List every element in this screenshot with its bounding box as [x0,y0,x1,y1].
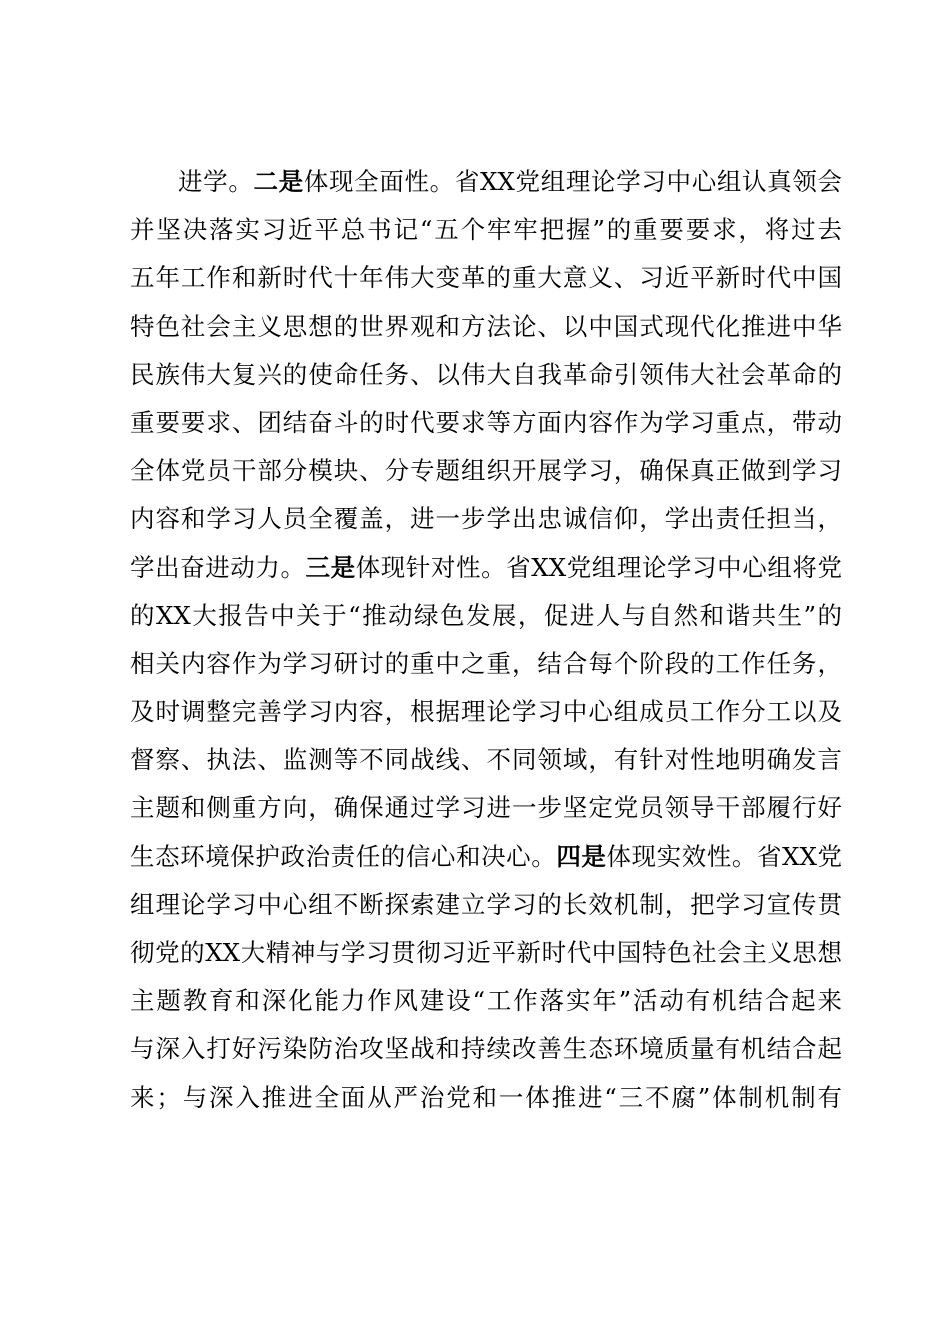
text-line: 民族伟大复兴的使命任务、以伟大自我革命引领伟大社会革命的 [130,359,842,389]
text-line: 的XX大报告中关于“推动绿色发展，促进人与自然和谐共生”的 [130,600,842,630]
text-line: 彻党的XX大精神与学习贯彻习近平新时代中国特色社会主义思想 [130,938,842,967]
text-line: 主题教育和深化能力作风建设“工作落实年”活动有机结合起来 [130,986,842,1016]
text-line: 全体党员干部分模块、分专题组织开展学习，确保真正做到学习 [130,456,842,486]
text-line: 主题和侧重方向，确保通过学习进一步坚定党员领导干部履行好 [130,793,842,823]
text-line: 五年工作和新时代十年伟大变革的重大意义、习近平新时代中国 [130,263,842,293]
bold-marker-two: 二是 [253,167,304,196]
body-paragraph [130,158,842,1122]
text-line: 及时调整完善学习内容，根据理论学习中心组成员工作分工以及 [130,697,842,727]
bold-marker-four: 四是 [556,841,607,871]
text-line: 相关内容作为学习研讨的重中之重，结合每个阶段的工作任务， [130,648,842,678]
text-line: 来；与深入推进全面从严治党和一体推进“三不腐”体制机制有 [130,1082,842,1112]
bold-marker-three: 三是 [305,552,356,582]
text-line: 特色社会主义思想的世界观和方法论、以中国式现代化推进中华 [130,311,842,341]
text-line: 内容和学习人员全覆盖，进一步学出忠诚信仰，学出责任担当， [130,504,842,534]
text-line: 组理论学习中心组不断探索建立学习的长效机制，把学习宣传贯 [130,889,842,919]
text-line: 进学。二是体现全面性。省XX党组理论学习中心组认真领会 [178,167,843,196]
text-line: 重要要求、团结奋斗的时代要求等方面内容作为学习重点，带动 [130,407,842,437]
text-line: 与深入打好污染防治攻坚战和持续改善生态环境质量有机结合起 [130,1034,842,1064]
text-line: 督察、执法、监测等不同战线、不同领域，有针对性地明确发言 [130,745,842,775]
text-line: 学出奋进动力。三是体现针对性。省XX党组理论学习中心组将党 [130,552,842,582]
text-line: 生态环境保护政治责任的信心和决心。四是体现实效性。省XX党 [130,841,842,871]
text-line: 并坚决落实习近平总书记“五个牢牢把握”的重要要求，将过去 [130,215,842,245]
